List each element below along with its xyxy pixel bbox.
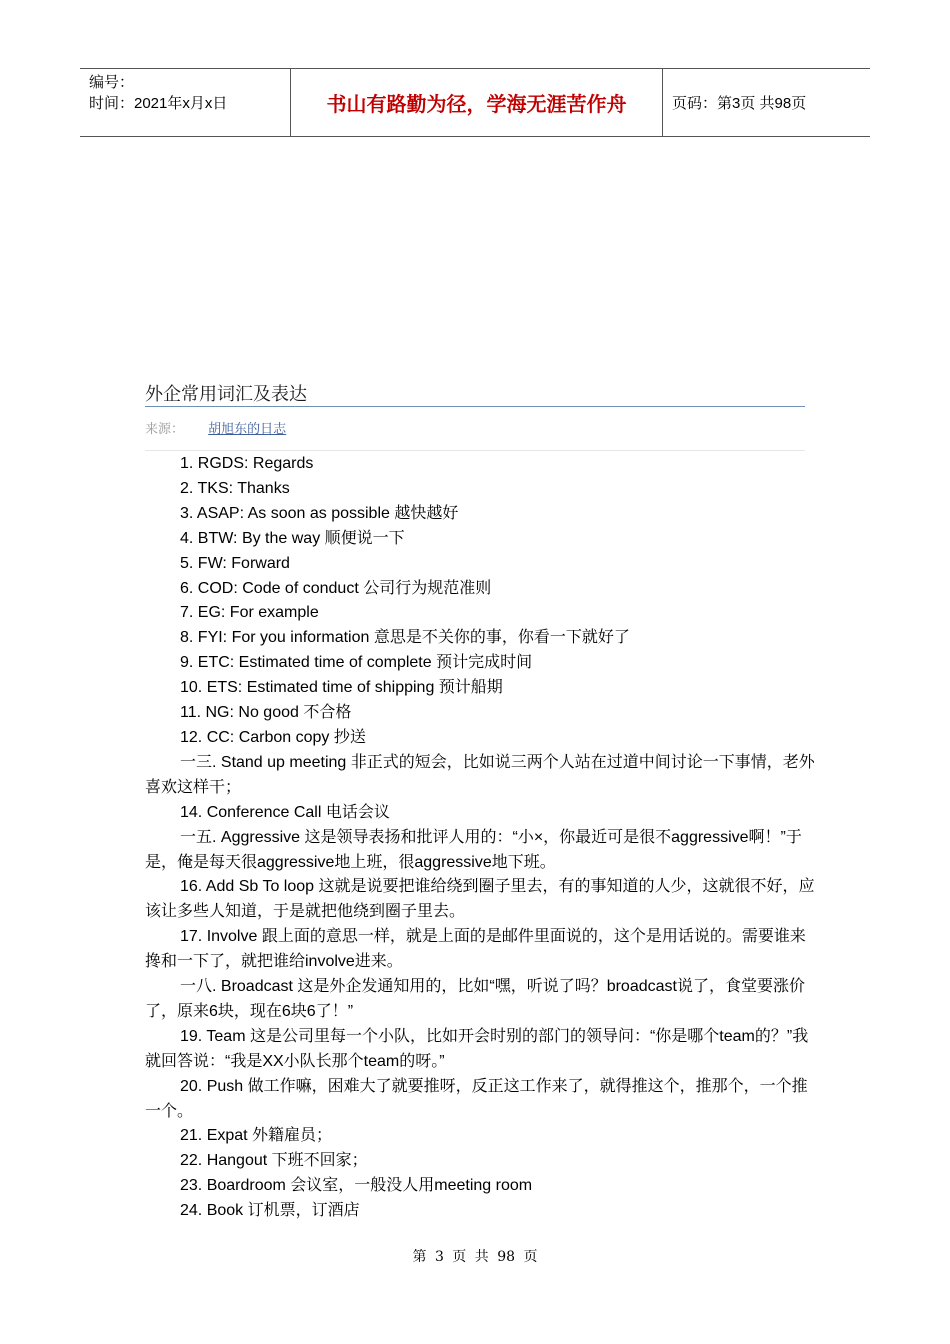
article-body: [145, 452, 815, 1224]
header-meta: [80, 69, 291, 136]
header-page-count: 页码：第3页 共98页: [672, 95, 807, 112]
list-item: 2. TKS: Thanks: [180, 479, 290, 497]
list-item: 16. Add Sb To loop 这就是说要把谁给绕到圈子里去，有的事知道的人少，这就很不好，应该让多些人知道，于是就把他绕到圈子里去。: [145, 878, 815, 921]
list-item: 11. NG: No good 不合格: [180, 704, 352, 722]
list-item: 一八. Broadcast 这是外企发通知用的，比如“嘿，听说了吗？broadcast说了，食堂要涨价了，原来6块，现在6块6了！”: [145, 978, 805, 1020]
article-source: [145, 420, 805, 451]
header-motto: 书山有路勤为径，学海无涯苦作舟: [291, 69, 663, 136]
list-item: 10. ETS: Estimated time of shipping 预计船期: [180, 679, 503, 697]
page-footer: 第 3 页 共 98 页: [412, 1249, 538, 1265]
source-link[interactable]: 胡旭东的日志: [208, 422, 287, 437]
page-header: [80, 68, 870, 137]
list-item: 20. Push 做工作嘛，困难大了就要推呀，反正这工作来了，就得推这个，推那个，一个推一个。: [145, 1077, 808, 1120]
list-item: 4. BTW: By the way 顺便说一下: [180, 529, 405, 547]
list-item: 8. FYI: For you information 意思是不关你的事，你看一下就好了: [180, 629, 630, 647]
list-item: 1. RGDS: Regards: [180, 455, 314, 472]
list-item: 一五. Aggressive 这是领导表扬和批评人用的：“小×，你最近可是很不aggressive啊！”于是，俺是每天很aggressive地上班，很aggressive地下班。: [145, 828, 802, 871]
source-label: 来源：: [145, 422, 185, 437]
list-item: 3. ASAP: As soon as possible 越快越好: [180, 504, 459, 522]
list-item: 23. Boardroom 会议室，一般没人用meeting room: [180, 1177, 533, 1195]
list-item: 5. FW: Forward: [180, 554, 290, 572]
list-item: 7. EG: For example: [180, 604, 319, 622]
list-item: 22. Hangout 下班不回家；: [180, 1152, 368, 1170]
list-item: 6. COD: Code of conduct 公司行为规范准则: [180, 579, 492, 597]
header-number: 编号：: [89, 74, 135, 91]
list-item: 14. Conference Call 电话会议: [180, 803, 390, 821]
list-item: 24. Book 订机票，订酒店: [180, 1202, 360, 1220]
list-item: 9. ETC: Estimated time of complete 预计完成时间: [180, 654, 533, 672]
list-item: 一三. Stand up meeting 非正式的短会，比如说三两个人站在过道中间讨论一下事情，老外喜欢这样干；: [145, 753, 815, 796]
header-time: 时间：2021年x月x日: [89, 95, 228, 112]
list-item: 17. Involve 跟上面的意思一样，就是上面的是邮件里面说的，这个是用话说的。需要谁来搀和一下了，就把谁给involve进来。: [145, 928, 806, 971]
list-item: 19. Team 这是公司里每一个小队，比如开会时别的部门的领导问：“你是哪个team的？”我就回答说：“我是XX小队长那个team的呀。”: [145, 1027, 809, 1070]
list-item: 21. Expat 外籍雇员；: [180, 1127, 333, 1145]
article-title: 外企常用词汇及表达: [145, 384, 805, 407]
list-item: 12. CC: Carbon copy 抄送: [180, 728, 366, 746]
